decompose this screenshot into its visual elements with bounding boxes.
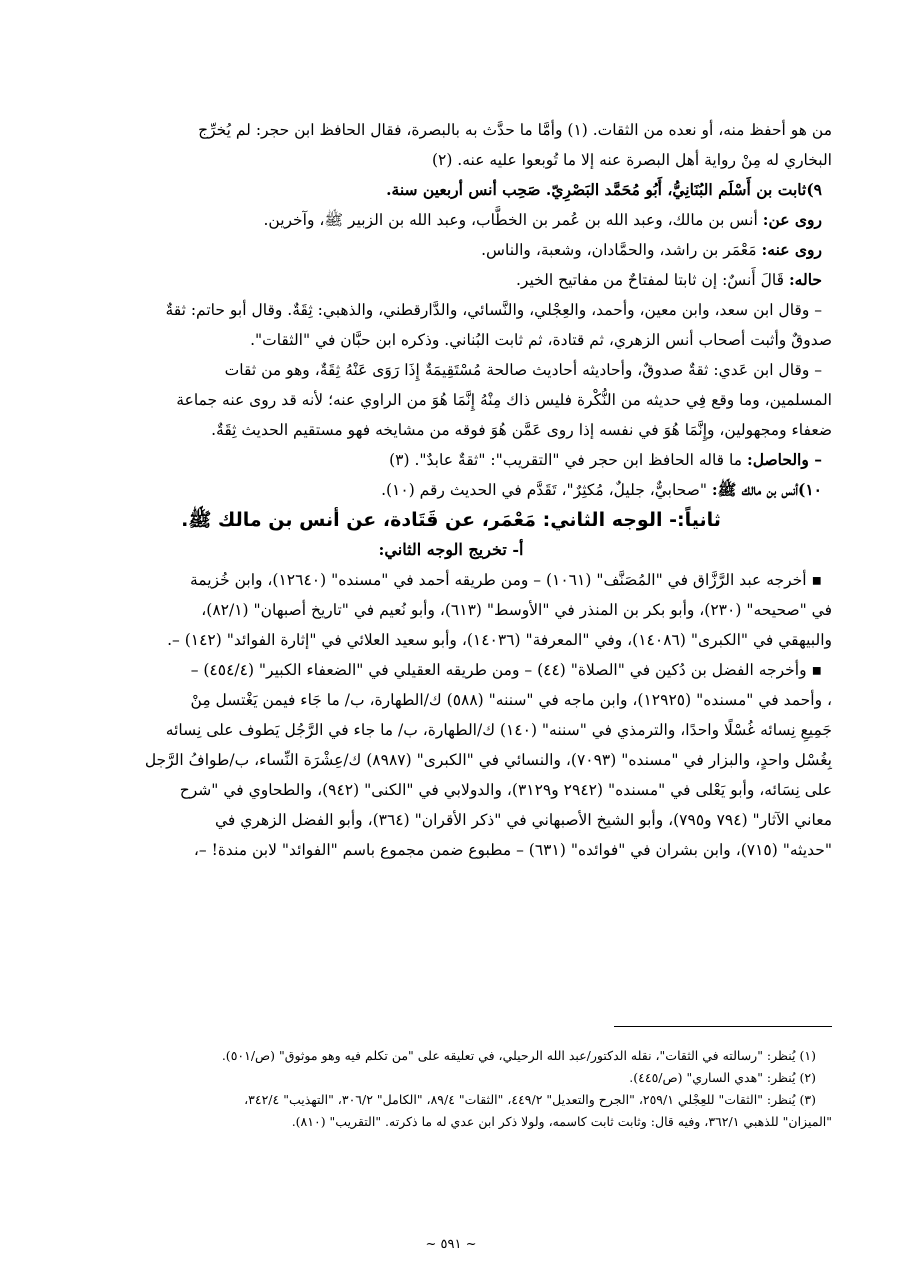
text-line: [70, 475, 832, 505]
text-span: قَالَ أَنسٌ: إن ثابتا لمفتاحٌ من مفاتيح الخير.: [515, 271, 784, 289]
takhrij-line: جَمِيعِ نِسائه غُسْلًا واحدًا، والترمذي في "سننه" (١٤٠) ك/الطهارة، ب/ ما جاء في الرَّجُل يَطوف على نِسائه: [165, 721, 832, 739]
label: حاله:: [788, 270, 822, 289]
section-title: ثانياً:- الوجه الثاني: مَعْمَر، عن قَتَادة، عن أنس بن مالك ﷺ.: [181, 509, 721, 531]
narrator-heading: ١٠)أنس بن مالك ﷺ:: [711, 480, 822, 499]
label: روى عن:: [762, 210, 822, 229]
takhrij-line: ▪ أخرجه عبد الرَّزَّاق في "المُصَنَّف" (١٠٦١) – ومن طريقه أحمد في "مسنده" (١٢٦٤٠)، وابن خُزيمة: [189, 571, 822, 589]
text-line: صدوقٌ وأثبت أصحاب أنس الزهري، ثم قتادة، ثم ثابت البُناني. وذكره ابن حبَّان في "الثقات".: [250, 331, 832, 349]
text-line: البخاري له مِنْ رواية أهل البصرة عنه إلا ما تُوبعوا عليه عنه. (٢): [431, 151, 832, 169]
takhrij-line: والبيهقي في "الكبرى" (١٤٠٨٦)، وفي "المعرفة" (١٤٠٣٦)، وأبو سعيد العلائي في "إثارة الفوائد" (١٤٢) –.: [167, 631, 832, 649]
text-span: ما قاله الحافظ ابن حجر في "التقريب": "ثقةٌ عابدٌ". (٣): [389, 451, 743, 469]
section-subtitle: أ- تخريج الوجه الثاني:: [378, 540, 524, 559]
text-line: [70, 235, 832, 265]
page-number: ~ ٥٩١ ~: [425, 1237, 477, 1252]
text-line: من هو أحفظ منه، أو نعده من الثقات. (١) وأمَّا ما حدَّث به بالبصرة، فقال الحافظ ابن حجر: لم يُخرِّج: [198, 121, 832, 139]
takhrij-line: ▪ وأخرجه الفضل بن دُكين في "الصلاة" (٤٤) – ومن طريقه العقيلي في "الضعفاء الكبير" (٤٥٤/٤) –: [190, 661, 822, 679]
footnotes: [70, 1045, 832, 1133]
takhrij-line: في "صحيحه" (٢٣٠)، وأبو بكر بن المنذر في "الأوسط" (٦١٣)، وأبو نُعيم في "تاريخ أصبهان" (٨٢/١)،: [201, 601, 832, 619]
footnote-divider: [614, 1026, 832, 1027]
takhrij-line: معاني الآثار" (٧٩٤ و٧٩٥)، وأبو الشيخ الأصبهاني في "ذكر الأقران" (٣٦٤)، وأبو الفضل الزهري في: [214, 811, 832, 829]
takhrij-line: "حديثه" (٧١٥)، وابن بشران في "فوائده" (٦٣١) – مطبوع ضمن مجموع باسم "الفوائد" لابن مندة! –،: [193, 841, 832, 859]
text-line: – وقال ابن عَدي: ثقةٌ صدوقٌ، وأحاديثه أحاديث صالحة مُسْتَقِيمَةٌ إِذَا رَوَى عَنْهُ ثِقَةٌ، وهو من ثقات: [224, 361, 822, 379]
takhrij-line: ، وأحمد في "مسنده" (١٢٩٢٥)، وابن ماجه في "سننه" (٥٨٨) ك/الطهارة، ب/ ما جَاء فيمن يَغْتسل مِنْ: [190, 691, 832, 709]
text-span: أنس بن مالك، وعبد الله بن عُمر بن الخطَّاب، وعبد الله بن الزبير ﷺ، وآخرين.: [263, 211, 758, 229]
body-text: [70, 115, 832, 865]
text-span: "صحابيٌّ، جليلٌ، مُكثِرٌ"، تَقَدَّم في الحديث رقم (١٠).: [381, 481, 707, 499]
text-line: ضعفاء ومجهولين، وإِنَّمَا هُوَ في نفسه إذا روى عَمَّن هُوَ فوقه من مشايخه فهو مستقيم الحديث ثِقَةٌ.: [211, 421, 832, 439]
takhrij-line: بِغُسْل واحدٍ، والبزار في "مسنده" (٧٠٩٣)، والنسائي في "الكبرى" (٨٩٨٧) ك/عِشْرَة النِّساء، ب/طوافُ الرَّجل: [144, 751, 832, 769]
document-page: [70, 0, 832, 1273]
takhrij-line: على نِسَائه، وأبو يَعْلى في "مسنده" (٢٩٤٢ و٣١٢٩)، والدولابي في "الكنى" (٩٤٢)، والطحاوي في "شرح: [179, 781, 832, 799]
footnote: (١) يُنظر: "رسالته في الثقات"، نقله الدكتور/عبد الله الرحيلي، في تعليقه على "من تكلم فيه وهو موثوق" (ص/٥٠١).: [221, 1048, 816, 1063]
narrator-heading: ٩)ثابت بن أَسْلَم البُنَانِيُّ، أَبُو مُحَمَّد البَصْرِيّ. صَحِب أنس أربعين سنة.: [386, 180, 822, 199]
label: – والحاصل:: [746, 450, 822, 469]
text-line: [70, 445, 832, 475]
text-line: – وقال ابن سعد، وابن معين، وأحمد، والعِجْلي، والنَّسائي، والدَّارقطني، والذهبي: ثِقَةٌ. وقال أبو حاتم: ثقةٌ: [165, 301, 822, 319]
footnote: (٢) يُنظر: "هدي الساري" (ص/٤٤٥).: [629, 1070, 816, 1085]
footnote: (٣) يُنظر: "الثقات" للعِجْلي ٢٥٩/١، "الجرح والتعديل" ٤٤٩/٢، "الثقات" ٨٩/٤، "الكامل" ٣٠٦/٢، "التهذيب" ٣٤٢/٤،: [244, 1092, 816, 1107]
text-span: مَعْمَر بن راشد، والحمَّادان، وشعبة، والناس.: [481, 241, 757, 259]
label: روى عنه:: [761, 240, 822, 259]
text-line: [70, 265, 832, 295]
footnote: "الميزان" للذهبي ٣٦٢/١، وفيه قال: وثابت ثابت كاسمه، ولولا ذكر ابن عدي له ما ذكرته. "التقريب" (٨١٠).: [291, 1114, 832, 1129]
text-line: [70, 205, 832, 235]
text-line: المسلمين، وما وقع فِي حديثه من النُّكْرة فليس ذاك مِنْهُ إِنَّمَا هُوَ من الراوي عنه؛ لأنه قد روى عنه جماعة: [176, 391, 832, 409]
